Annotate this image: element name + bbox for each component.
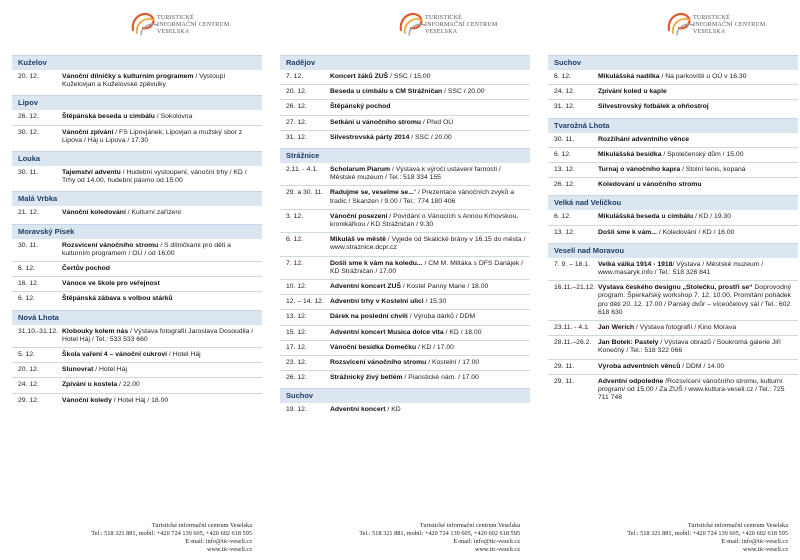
event-body [62, 295, 258, 303]
event-date: 7. 9. – 18.1. [554, 260, 590, 268]
event-body [330, 374, 526, 382]
town-title: Velká nad Veličkou [548, 195, 798, 210]
town-section [280, 55, 530, 145]
event-body [62, 129, 258, 145]
event-date: 6. 12. [554, 73, 572, 80]
event-name: Vánoční zpívání [62, 128, 114, 136]
event-body [330, 189, 526, 205]
event-name: Mikulášská beseda u cimbálu [598, 213, 694, 221]
event-date: 23. 12. [286, 359, 307, 367]
event-name: Strážnický živý betlém [330, 374, 403, 382]
event-body [330, 103, 526, 111]
event-body [598, 339, 794, 355]
event-row [548, 281, 798, 321]
event-date: 29. 11. [554, 362, 575, 370]
event-body [62, 113, 258, 121]
town-section [12, 224, 262, 307]
event-details: / KD [385, 406, 401, 414]
event-name: Zpívání u kostela [62, 381, 118, 389]
event-details: / Před OÚ [421, 118, 454, 126]
event-date: 27. 12. [286, 118, 307, 126]
sections [12, 55, 262, 411]
event-details: / S dílničkami pro děti a kulturním programem / OÚ / od 16.00 [62, 241, 231, 257]
event-row [548, 148, 798, 163]
town-title: Nová Lhota [12, 310, 262, 325]
event-details: / DDM / 14.00 [680, 362, 725, 370]
event-row [548, 336, 798, 359]
event-row [280, 326, 530, 341]
event-name: Beseda u cimbálu s CM Strážničan [330, 88, 443, 96]
event-body [598, 88, 794, 96]
town-section [12, 191, 262, 220]
event-row [548, 321, 798, 336]
footer-email: E-mail: info@tic-veseli.cz [721, 538, 788, 545]
footer [558, 522, 788, 554]
event-date: 3. 12. [286, 212, 304, 220]
logo [395, 6, 525, 40]
event-details: / SSC / 15.00 [388, 73, 431, 80]
event-date: 6. 12. [18, 265, 36, 273]
town-section [548, 195, 798, 239]
town-section [548, 55, 798, 115]
logo-line-3: VESELSKA [157, 29, 190, 35]
event-body [598, 166, 794, 174]
event-body [598, 284, 794, 317]
event-details: / SSC / 20.00 [442, 88, 485, 96]
event-body [330, 344, 526, 352]
event-name: Scholarum Piarum [330, 166, 391, 174]
town-section [280, 148, 530, 385]
town-section [12, 310, 262, 408]
event-name: Adventní koncert Musica dolce vita [330, 328, 444, 336]
event-name: Jan Botek: Pastely [598, 339, 659, 347]
event-body [330, 119, 526, 127]
event-details: / Vystoupí Kuželovjan a Kuželovské zpěvulky [62, 73, 226, 89]
event-details: / Hudební vystoupení, vánoční trhy / KD / Trhy od 14.00, hudební pásmo od 15.00 [62, 169, 247, 185]
event-body [330, 359, 526, 367]
event-column-2 [280, 0, 530, 560]
event-body [62, 265, 258, 273]
town-title: Kuželov [12, 55, 262, 70]
footer-phones: Tel.: 518 321 881, mobil: +420 724 139 605, +420 602 618 595 [91, 530, 252, 537]
event-date: 6. 12. [286, 236, 304, 244]
event-details: / 15.30 [423, 298, 447, 306]
event-row [280, 210, 530, 233]
logo-line-3: VESELSKA [425, 29, 458, 35]
event-date: 20. 12. [18, 366, 39, 374]
event-date: 30. 11. [18, 241, 39, 249]
event-name: Mikulášská besídka [598, 150, 662, 158]
event-body [598, 378, 794, 403]
logo-text [425, 15, 497, 36]
event-name: Vánoce ve škole pro veřejnost [62, 280, 160, 288]
event-body [62, 73, 258, 89]
event-details: / Sokolovna [154, 113, 193, 121]
event-name: Vánoční dílničky s kulturním programem [62, 73, 194, 80]
event-name: Adventní koncert [330, 406, 386, 414]
event-date: 29. a 30. 11. [286, 189, 324, 197]
event-body [598, 363, 794, 371]
event-row [12, 70, 262, 92]
event-name: Koncert žáků ZUŠ [330, 73, 389, 80]
logo-text [693, 15, 765, 36]
event-name: Silvestrovská párty 2014 [330, 133, 410, 141]
event-row [280, 116, 530, 131]
event-details: / Výstava / Městské muzeum / www.masaryk.info / Tel.: 518 326 841 [598, 260, 764, 277]
event-body [598, 261, 794, 277]
event-row [548, 133, 798, 148]
event-details: / Koledování / KD / 16.00 [656, 228, 735, 236]
event-date: 30. 11. [554, 135, 575, 143]
event-body [330, 298, 526, 306]
event-row [548, 210, 798, 225]
event-details: / Stolní tenis, kopaná [680, 166, 746, 174]
event-name: Slunovrat [62, 366, 94, 374]
town-section [12, 95, 262, 148]
event-row [548, 178, 798, 192]
event-name: Rozsvícení vánočního stromu [62, 241, 159, 249]
event-date: 7. 12. [286, 259, 304, 267]
event-row [280, 310, 530, 325]
event-row [280, 163, 530, 186]
town-title: Veselí nad Moravou [548, 243, 798, 258]
event-body [330, 236, 526, 252]
sections [548, 55, 798, 408]
event-date: 28.11.–26.2. [554, 339, 592, 347]
event-body [598, 73, 794, 81]
event-details: / Piaristické nám. / 17.00 [402, 374, 479, 382]
event-row [548, 360, 798, 375]
event-body [598, 103, 794, 111]
logo [663, 6, 793, 40]
town-title: Lipov [12, 95, 262, 110]
event-date: 6. 12. [554, 150, 572, 158]
town-section [280, 388, 530, 417]
event-row [280, 100, 530, 115]
event-row [280, 85, 530, 100]
event-details: / Hotel Háj / 18.00 [111, 396, 169, 404]
event-body [330, 283, 526, 291]
event-details: / SSC / 20.00 [409, 133, 452, 141]
town-title: Moravský Písek [12, 224, 262, 239]
event-body [330, 73, 526, 81]
event-name: Mikuláš ve městě [330, 236, 386, 244]
event-name: Vánoční besídka Domečku [330, 343, 417, 351]
event-column-1 [12, 0, 262, 560]
footer-name: Turistické informační centrum Veselska [687, 522, 788, 529]
event-details: / Hotel Háj [93, 366, 127, 374]
event-name: Štěpánský pochod [330, 103, 391, 111]
event-row [280, 280, 530, 295]
event-details: / KD / 18.00 [443, 328, 482, 336]
event-details: / Výstava fotografií Jaroslava Dosoudila / Hotel Háj / Tel.: 533 533 660 [62, 327, 254, 343]
event-row [280, 371, 530, 385]
event-date: 26. 12. [286, 103, 307, 111]
event-body [62, 397, 258, 405]
event-row [280, 233, 530, 256]
event-date: 10. 12. [286, 283, 307, 291]
event-body [330, 88, 526, 96]
event-row [548, 85, 798, 100]
event-row [12, 378, 262, 393]
event-row [12, 239, 262, 262]
town-title: Suchov [548, 55, 798, 70]
event-date: 2.11. - 4.1. [286, 166, 318, 174]
event-row [280, 186, 530, 209]
event-name: Tajemství adventu [62, 169, 121, 177]
event-row [12, 110, 262, 125]
town-title: Malá Vrbka [12, 191, 262, 206]
town-section [548, 118, 798, 193]
event-body [62, 366, 258, 374]
event-row [12, 206, 262, 220]
event-name: Čertův pochod [62, 265, 110, 273]
event-date: 23.11. - 4.1. [554, 324, 590, 332]
footer-email: E-mail: info@tic-veseli.cz [453, 538, 520, 545]
logo-text [157, 15, 229, 36]
event-details: / FS Lipovjánek, Lipovjan a mužský sbor z Lipova / Háj u Lipova / 17.30 [62, 128, 243, 144]
event-date: 13. 12. [554, 166, 575, 174]
footer [290, 522, 520, 554]
event-body [62, 381, 258, 389]
event-date: 24. 12. [18, 381, 39, 389]
event-name: Jan Werich [598, 324, 635, 332]
event-row [12, 363, 262, 378]
event-date: 12. – 14. 12. [286, 298, 324, 306]
event-date: 26. 12. [286, 374, 307, 382]
event-date: 31. 12. [286, 133, 307, 141]
event-name: Klobouky kolem nás [62, 327, 129, 335]
footer [22, 522, 252, 554]
town-title: Strážnice [280, 148, 530, 163]
event-name: Štěpánská beseda u cimbálu [62, 113, 155, 121]
event-row [12, 348, 262, 363]
logo-line-1: TURISTICKÉ [157, 15, 194, 21]
footer-email: E-mail: info@tic-veseli.cz [185, 538, 252, 545]
event-date: 7. 12. [286, 73, 304, 80]
event-name: Silvestrovský fotbálek a ohňostroj [598, 103, 709, 111]
event-body [598, 213, 794, 221]
event-date: 21. 12. [18, 209, 39, 217]
logo-line-2: INFORMAČNÍ CENTRUM [425, 22, 498, 28]
event-name: Adventní odpoledne [598, 377, 664, 385]
event-date: 13. 12. [286, 313, 307, 321]
event-date: 24. 12. [554, 88, 575, 96]
event-details: / Výstava obrazů / Soukromá galerie Jiří Konečný / Tel.: 518 322 066 [598, 339, 781, 355]
event-row [12, 292, 262, 306]
town-title: Louka [12, 151, 262, 166]
footer-web: www.tic-veseli.cz [206, 546, 252, 553]
event-date: 17. 12. [286, 343, 307, 351]
event-date: 5. 12. [18, 351, 36, 359]
footer-phones: Tel.: 518 321 881, mobil: +420 724 139 605, +420 602 618 595 [627, 530, 788, 537]
event-body [62, 351, 258, 359]
event-date: 26. 12. [554, 181, 575, 189]
event-name: Škola vaření 4 – vánoční cukroví [62, 351, 168, 359]
event-details: / Výroba dárků / DDM [407, 313, 476, 321]
event-row [548, 100, 798, 114]
event-row [548, 163, 798, 178]
event-body [330, 313, 526, 321]
event-row [280, 341, 530, 356]
event-body [598, 136, 794, 144]
footer-web: www.tic-veseli.cz [742, 546, 788, 553]
event-name: Výstava českého designu „Stolečku, prostři se“ [598, 284, 753, 292]
event-body [330, 406, 526, 414]
event-body [330, 329, 526, 337]
event-body [330, 166, 526, 182]
event-details: / Společenský dům / 15.00 [661, 150, 744, 158]
event-date: 19. 12. [286, 406, 307, 414]
event-date: 31.10.-31.12. [18, 327, 59, 335]
event-date: 20. 12. [286, 88, 307, 96]
event-row [280, 131, 530, 145]
event-name: Štěpánská zábava s volbou stárků [62, 295, 173, 303]
town-section [12, 151, 262, 188]
sections [280, 55, 530, 421]
event-body [62, 209, 258, 217]
event-name: Mikulášská nadílka [598, 73, 660, 80]
footer-web: www.tic-veseli.cz [474, 546, 520, 553]
event-column-3 [548, 0, 798, 560]
event-name: Došli sme k vám na koledu... [330, 259, 423, 267]
event-name: Velká válka 1914 - 1918 [598, 260, 673, 268]
event-body [330, 260, 526, 276]
footer-name: Turistické informační centrum Veselska [419, 522, 520, 529]
event-row [280, 257, 530, 280]
event-details: / KD / 17.00 [416, 343, 454, 351]
event-name: Koledování u vánočního stromu [598, 181, 702, 189]
event-details: / Výstava k výročí ustavení farnosti / Městské muzeum / Tel.: 518 334 155 [330, 166, 501, 182]
event-details: / Kostel Panny Marie / 18.00 [401, 283, 489, 291]
event-name: Došli sme k vám... [598, 228, 657, 236]
event-row [548, 70, 798, 85]
event-date: 30. 11. [18, 169, 39, 177]
event-body [62, 328, 258, 344]
event-body [330, 134, 526, 142]
event-row [12, 166, 262, 188]
event-date: 30. 12. [18, 128, 39, 136]
event-date: 29. 11. [554, 377, 575, 385]
event-details: / Hotel Háj [167, 351, 201, 359]
event-row [12, 262, 262, 277]
event-details: / KD / 19.30 [693, 213, 731, 221]
event-name: Výroba adventních věnců [598, 362, 681, 370]
logo-line-2: INFORMAČNÍ CENTRUM [157, 22, 230, 28]
town-title: Suchov [280, 388, 530, 403]
event-row [280, 356, 530, 371]
event-date: 13. 12. [554, 228, 575, 236]
event-body [62, 242, 258, 258]
event-body [330, 213, 526, 229]
event-details: / Kostelní / 17.00 [426, 359, 480, 367]
event-details: / CM M. Miltáka s DFS Danájek / KD Strážničan / 17.00 [330, 259, 524, 275]
event-body [598, 229, 794, 237]
logo-line-2: INFORMAČNÍ CENTRUM [693, 22, 766, 28]
event-date: 15. 12. [286, 328, 307, 336]
event-details: / Kulturní zařízení [125, 209, 181, 217]
event-row [548, 258, 798, 281]
logo-line-1: TURISTICKÉ [693, 15, 730, 21]
event-row [280, 403, 530, 417]
event-row [12, 277, 262, 292]
logo [127, 6, 257, 40]
event-body [62, 169, 258, 185]
event-details: / Výstava fotografií / Kino Morava [634, 324, 737, 332]
event-name: Dárek na poslední chvíli [330, 313, 408, 321]
event-date: 20. 12. [18, 73, 39, 80]
logo-line-3: VESELSKA [693, 29, 726, 35]
event-body [62, 280, 258, 288]
footer-phones: Tel.: 518 321 881, mobil: +420 724 139 605, +420 602 618 595 [359, 530, 520, 537]
event-date: 6. 12. [554, 213, 572, 221]
event-body [598, 181, 794, 189]
event-date: 29. 12. [18, 396, 39, 404]
event-name: Adventní koncert ZUŠ [330, 283, 401, 291]
event-row [548, 375, 798, 406]
event-name: Adventní trhy v Kostelní ulici [330, 298, 424, 306]
footer-name: Turistické informační centrum Veselska [151, 522, 252, 529]
event-row [280, 70, 530, 85]
event-name: Zpívání koled u kaple [598, 88, 667, 96]
event-name: Vánoční koledování [62, 209, 126, 217]
town-section [548, 243, 798, 406]
event-name: Rozsvícení vánočního stromu [330, 359, 427, 367]
event-body [598, 324, 794, 332]
event-date: 6. 12. [18, 295, 36, 303]
event-name: Rozžíhání adventního věnce [598, 135, 690, 143]
town-title: Tvarožná Lhota [548, 118, 798, 133]
event-details: Doprovodný program: Šperkařský workshop 7. 12. 10.00, Promítání pohádek pro děti 20. 12. 17.00 / Panský dvůr – víceúčelový sál / Tel.: 602 618 630 [598, 284, 792, 316]
event-details: / Na parkovišti u OÚ v 16.30 [659, 73, 747, 80]
event-name: Vánoční koledy [62, 396, 112, 404]
event-date: 16.11.–21.12. [554, 284, 596, 292]
event-row [12, 126, 262, 148]
event-row [12, 394, 262, 408]
event-body [598, 151, 794, 159]
event-details: / Vyjede od Skalické brány v 16.15 do města / www.straznice.dcpr.cz [330, 236, 526, 252]
event-name: Setkání u vánočního stromu [330, 118, 422, 126]
event-details: / Povídání o Vánocích s Annou Krhovskou, kronikářkou / KD Strážničan / 9.30 [330, 212, 519, 229]
event-details: / 22.00 [117, 381, 140, 389]
town-section [12, 55, 262, 92]
event-date: 26. 12. [18, 113, 39, 121]
event-name: Turnaj o vánočního kapra [598, 166, 681, 174]
event-details: /Rozsvícení vánočního stromu, kulturní program/ od 15.00 / Za ZUŠ / www.kultura-veseli.cz / Tel.: 725 711 748 [598, 377, 785, 402]
event-row [280, 295, 530, 310]
event-date: 16. 12. [18, 280, 39, 288]
event-details: “ / Prezentace vánočních zvyků a tradic / Skanzen / 9.00 / Tel.: 774 180 406 [330, 189, 515, 205]
logo-line-1: TURISTICKÉ [425, 15, 462, 21]
event-row [548, 226, 798, 240]
event-name: Vánoční posezení [330, 212, 388, 220]
event-date: 31. 12. [554, 103, 575, 111]
town-title: Radějov [280, 55, 530, 70]
event-name: Radujme se, veselme se... [330, 189, 414, 197]
event-row [12, 325, 262, 348]
